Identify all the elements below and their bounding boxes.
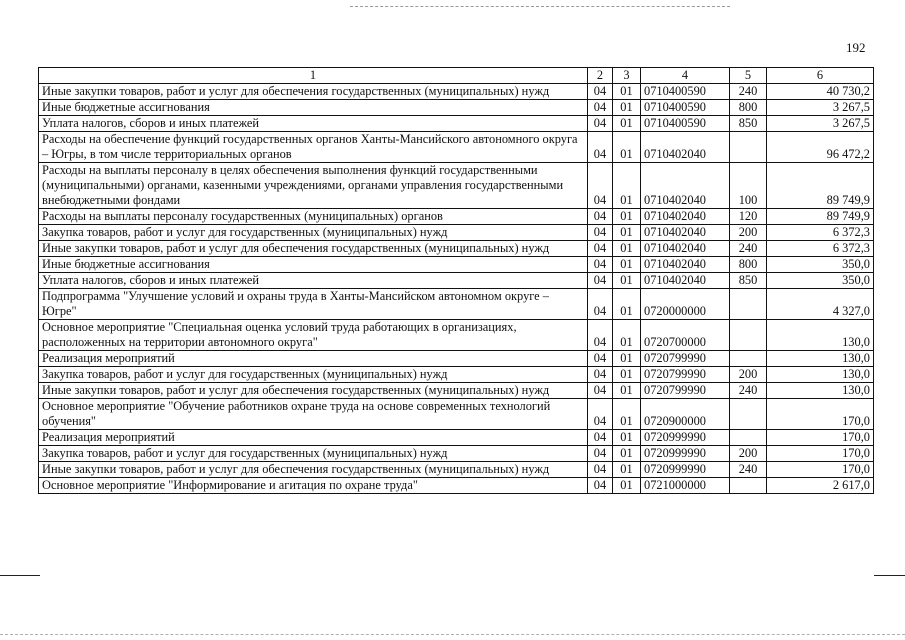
row-amount: 89 749,9 — [767, 209, 874, 225]
table-row — [39, 273, 874, 289]
row-target-article: 0720700000 — [641, 320, 730, 351]
row-expense-type — [730, 478, 767, 494]
table-body — [39, 84, 874, 494]
scan-edge-right — [874, 575, 905, 576]
row-name: Основное мероприятие "Обучение работников охране труда на основе современных технологий обучения" — [39, 399, 588, 430]
row-section: 04 — [588, 289, 613, 320]
row-subsection: 01 — [613, 351, 641, 367]
row-target-article: 0710400590 — [641, 84, 730, 100]
row-target-article: 0720999990 — [641, 430, 730, 446]
row-section: 04 — [588, 209, 613, 225]
row-target-article: 0710402040 — [641, 257, 730, 273]
row-section: 04 — [588, 446, 613, 462]
row-name: Основное мероприятие "Информирование и агитация по охране труда" — [39, 478, 588, 494]
table-row — [39, 320, 874, 351]
row-section: 04 — [588, 478, 613, 494]
row-expense-type: 200 — [730, 446, 767, 462]
row-target-article: 0710402040 — [641, 225, 730, 241]
row-name: Иные закупки товаров, работ и услуг для обеспечения государственных (муниципальных) нужд — [39, 241, 588, 257]
row-target-article: 0710400590 — [641, 116, 730, 132]
row-expense-type: 240 — [730, 383, 767, 399]
scan-bottom-line — [0, 634, 905, 635]
row-section: 04 — [588, 320, 613, 351]
table-row — [39, 84, 874, 100]
row-target-article: 0720999990 — [641, 462, 730, 478]
row-subsection: 01 — [613, 367, 641, 383]
row-expense-type: 200 — [730, 367, 767, 383]
row-section: 04 — [588, 241, 613, 257]
row-subsection: 01 — [613, 320, 641, 351]
header-col-6: 6 — [767, 68, 874, 84]
row-expense-type: 800 — [730, 257, 767, 273]
row-name: Иные закупки товаров, работ и услуг для обеспечения государственных (муниципальных) нужд — [39, 383, 588, 399]
row-target-article: 0720799990 — [641, 383, 730, 399]
row-expense-type: 240 — [730, 241, 767, 257]
row-section: 04 — [588, 257, 613, 273]
row-name: Иные закупки товаров, работ и услуг для обеспечения государственных (муниципальных) нужд — [39, 462, 588, 478]
table-row — [39, 163, 874, 209]
row-target-article: 0710402040 — [641, 273, 730, 289]
row-amount: 3 267,5 — [767, 100, 874, 116]
row-expense-type — [730, 132, 767, 163]
row-name: Уплата налогов, сборов и иных платежей — [39, 116, 588, 132]
table-row — [39, 430, 874, 446]
header-col-2: 2 — [588, 68, 613, 84]
row-target-article: 0720900000 — [641, 399, 730, 430]
row-section: 04 — [588, 163, 613, 209]
row-amount: 170,0 — [767, 399, 874, 430]
row-name: Иные бюджетные ассигнования — [39, 100, 588, 116]
table-row — [39, 289, 874, 320]
row-subsection: 01 — [613, 132, 641, 163]
row-subsection: 01 — [613, 241, 641, 257]
row-amount: 6 372,3 — [767, 225, 874, 241]
row-name: Закупка товаров, работ и услуг для государственных (муниципальных) нужд — [39, 367, 588, 383]
table-row — [39, 462, 874, 478]
row-name: Закупка товаров, работ и услуг для государственных (муниципальных) нужд — [39, 225, 588, 241]
header-row — [39, 68, 874, 84]
row-amount: 130,0 — [767, 383, 874, 399]
row-section: 04 — [588, 367, 613, 383]
row-subsection: 01 — [613, 478, 641, 494]
row-amount: 40 730,2 — [767, 84, 874, 100]
row-name: Иные бюджетные ассигнования — [39, 257, 588, 273]
table-row — [39, 241, 874, 257]
row-name: Уплата налогов, сборов и иных платежей — [39, 273, 588, 289]
row-section: 04 — [588, 399, 613, 430]
row-section: 04 — [588, 351, 613, 367]
row-expense-type: 120 — [730, 209, 767, 225]
row-target-article: 0710400590 — [641, 100, 730, 116]
row-subsection: 01 — [613, 430, 641, 446]
table-row — [39, 225, 874, 241]
row-amount: 130,0 — [767, 320, 874, 351]
row-amount: 3 267,5 — [767, 116, 874, 132]
header-col-4: 4 — [641, 68, 730, 84]
row-section: 04 — [588, 116, 613, 132]
row-subsection: 01 — [613, 116, 641, 132]
header-col-5: 5 — [730, 68, 767, 84]
row-amount: 6 372,3 — [767, 241, 874, 257]
budget-table — [38, 67, 874, 494]
row-target-article: 0710402040 — [641, 241, 730, 257]
row-target-article: 0720799990 — [641, 367, 730, 383]
row-subsection: 01 — [613, 209, 641, 225]
table-row — [39, 367, 874, 383]
table-row — [39, 209, 874, 225]
row-subsection: 01 — [613, 289, 641, 320]
row-section: 04 — [588, 84, 613, 100]
row-target-article: 0721000000 — [641, 478, 730, 494]
row-section: 04 — [588, 100, 613, 116]
row-name: Основное мероприятие "Специальная оценка условий труда работающих в организациях, расположенных на территории автономного округа" — [39, 320, 588, 351]
table-row — [39, 478, 874, 494]
row-expense-type — [730, 289, 767, 320]
row-name: Реализация мероприятий — [39, 430, 588, 446]
row-amount: 170,0 — [767, 462, 874, 478]
row-section: 04 — [588, 225, 613, 241]
row-expense-type: 100 — [730, 163, 767, 209]
scan-top-line — [350, 6, 730, 7]
table-row — [39, 399, 874, 430]
header-col-3: 3 — [613, 68, 641, 84]
row-expense-type: 240 — [730, 462, 767, 478]
row-amount: 2 617,0 — [767, 478, 874, 494]
table-row — [39, 132, 874, 163]
row-target-article: 0710402040 — [641, 209, 730, 225]
row-name: Реализация мероприятий — [39, 351, 588, 367]
row-expense-type — [730, 320, 767, 351]
row-amount: 350,0 — [767, 273, 874, 289]
row-name: Подпрограмма "Улучшение условий и охраны труда в Ханты-Мансийском автономном округе – Югре" — [39, 289, 588, 320]
table-row — [39, 100, 874, 116]
table-row — [39, 257, 874, 273]
table-row — [39, 383, 874, 399]
row-amount: 89 749,9 — [767, 163, 874, 209]
row-subsection: 01 — [613, 446, 641, 462]
row-amount: 130,0 — [767, 351, 874, 367]
row-expense-type: 850 — [730, 116, 767, 132]
row-amount: 170,0 — [767, 446, 874, 462]
page-number: 192 — [846, 40, 866, 55]
row-target-article: 0720999990 — [641, 446, 730, 462]
row-expense-type: 800 — [730, 100, 767, 116]
row-subsection: 01 — [613, 100, 641, 116]
row-name: Расходы на выплаты персоналу государственных (муниципальных) органов — [39, 209, 588, 225]
table-row — [39, 446, 874, 462]
row-subsection: 01 — [613, 225, 641, 241]
row-subsection: 01 — [613, 399, 641, 430]
row-amount: 96 472,2 — [767, 132, 874, 163]
row-expense-type — [730, 351, 767, 367]
row-target-article: 0710402040 — [641, 163, 730, 209]
row-subsection: 01 — [613, 462, 641, 478]
row-subsection: 01 — [613, 163, 641, 209]
row-name: Расходы на выплаты персоналу в целях обеспечения выполнения функций государственными (муниципальными) органами, казенными учреждениями, органами управления государственными внебюджетными фондами — [39, 163, 588, 209]
row-amount: 350,0 — [767, 257, 874, 273]
row-subsection: 01 — [613, 84, 641, 100]
row-name: Иные закупки товаров, работ и услуг для обеспечения государственных (муниципальных) нужд — [39, 84, 588, 100]
row-section: 04 — [588, 383, 613, 399]
row-target-article: 0720000000 — [641, 289, 730, 320]
row-expense-type — [730, 430, 767, 446]
row-target-article: 0720799990 — [641, 351, 730, 367]
row-expense-type: 200 — [730, 225, 767, 241]
row-section: 04 — [588, 462, 613, 478]
table-header — [39, 68, 874, 84]
row-section: 04 — [588, 132, 613, 163]
row-expense-type: 240 — [730, 84, 767, 100]
row-subsection: 01 — [613, 273, 641, 289]
row-amount: 130,0 — [767, 367, 874, 383]
row-subsection: 01 — [613, 257, 641, 273]
table-row — [39, 351, 874, 367]
row-name: Закупка товаров, работ и услуг для государственных (муниципальных) нужд — [39, 446, 588, 462]
header-col-1: 1 — [39, 68, 588, 84]
table-row — [39, 116, 874, 132]
scan-edge-left — [0, 575, 40, 576]
row-subsection: 01 — [613, 383, 641, 399]
row-amount: 4 327,0 — [767, 289, 874, 320]
row-expense-type — [730, 399, 767, 430]
row-target-article: 0710402040 — [641, 132, 730, 163]
row-amount: 170,0 — [767, 430, 874, 446]
row-section: 04 — [588, 273, 613, 289]
row-expense-type: 850 — [730, 273, 767, 289]
row-name: Расходы на обеспечение функций государственных органов Ханты-Мансийского автономного округа – Югры, в том числе территориальных органов — [39, 132, 588, 163]
row-section: 04 — [588, 430, 613, 446]
